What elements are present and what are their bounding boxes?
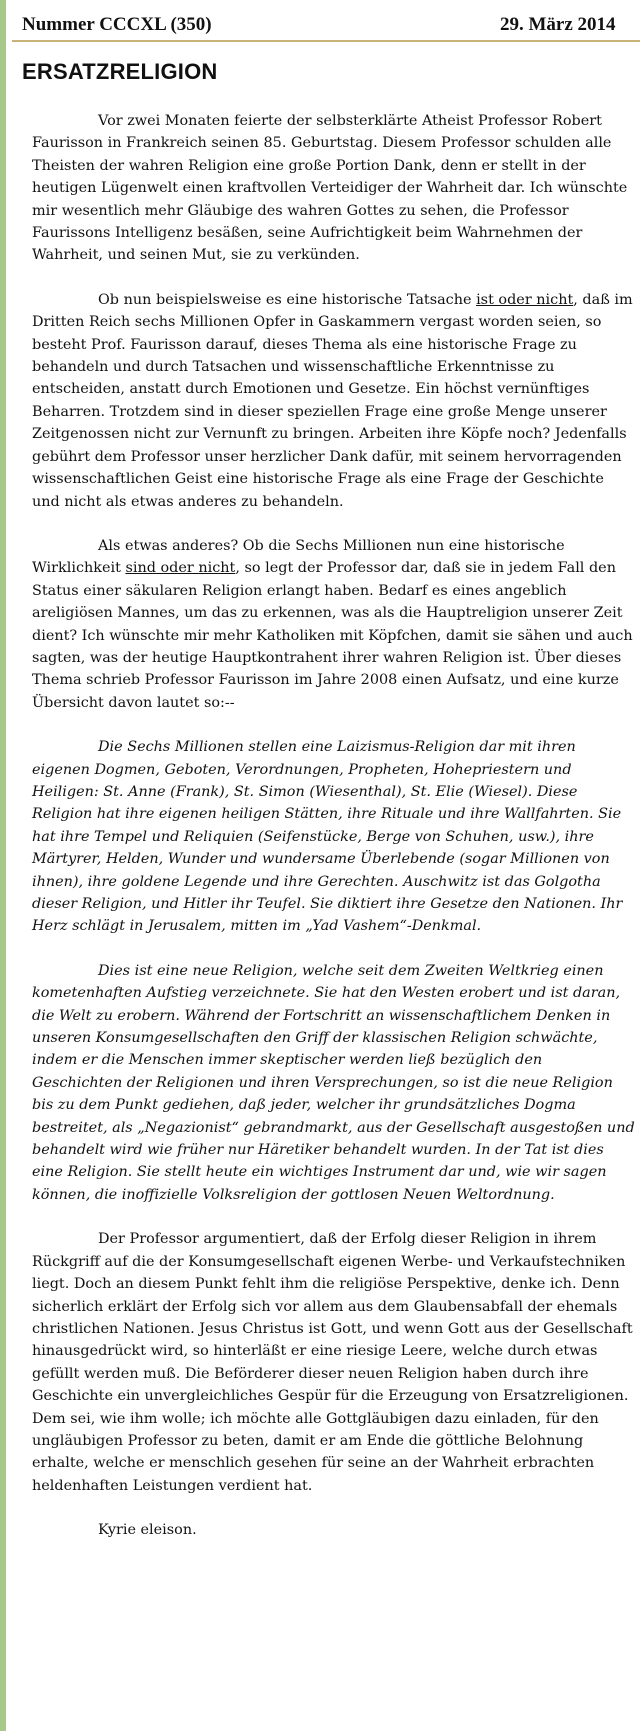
issue-number: Nummer CCCXL (350): [22, 14, 212, 35]
quote-paragraph-1: Die Sechs Millionen stellen eine Laizismus-Religion dar mit ihren eigenen Dogmen, Geboten, Verordnungen, Propheten, Hohepriestern und Heiligen: St. Anne (Frank), St. Simon (Wiesenthal), St. Elie (Wiesel). Diese Religion hat ihre eigenen heiligen Stätten, ihre Rituale und ihre Wallfahrten. Sie hat ihre Tempel und Reliquien (Seifenstücke, Berge von Schuhen, usw.), ihre Märtyrer, Helden, Wunder und wundersame Überlebende (sogar Millionen von ihnen), ihre goldene Legende und ihre Gerechten. Auschwitz ist das Golgotha dieser Religion, und Hitler ihr Teufel. Sie diktiert ihre Gesetze den Nationen. Ihr Herz schlägt in Jerusalem, mitten im „Yad Vashem“-Denkmal.: [32, 739, 623, 935]
underlined-phrase: ist oder nicht: [476, 291, 574, 308]
paragraph-1: Vor zwei Monaten feierte der selbsterklärte Atheist Professor Robert Faurisson in Frankreich seinen 85. Geburtstag. Diesem Professor schulden alle Theisten der wahren Religion eine große Portion Dank, denn er stellt in der heutigen Lügenwelt einen kraftvollen Verteidiger der Wahrheit dar. Ich wünschte mir wesentlich mehr Gläubige des wahren Gottes zu sehen, die Professor Faurissons Intelligenz besäßen, seine Aufrichtigkeit beim Wahrnehmen der Wahrheit, und seinen Mut, sie zu verkünden.: [32, 113, 628, 264]
paragraph-4: Der Professor argumentiert, daß der Erfolg dieser Religion in ihrem Rückgriff auf die der Konsumgesellschaft eigenen Werbe- und Verkaufstechniken liegt. Doch an diesem Punkt fehlt ihm die religiöse Perspektive, denke ich. Denn sicherlich erklärt der Erfolg sich vor allem aus dem Glaubensabfall der ehemals christlichen Nationen. Jesus Christus ist Gott, und wenn Gott aus der Gesellschaft hinausgedrückt wird, so hinterläßt er eine riesige Leere, welche durch etwas gefüllt werden muß. Die Beförderer dieser neuen Religion haben durch ihre Geschichte ein unvergleichliches Gespür für die Erzeugung von Ersatzreligionen. Dem sei, wie ihm wolle; ich möchte alle Gottgläubigen dazu einladen, für den ungläubigen Professor zu beten, damit er am Ende die göttliche Belohnung erhalte, welche er menschlich gesehen für seine an der Wahrheit erbrachten heldenhaften Leistungen verdient hat.: [32, 1231, 633, 1494]
closing-line: Kyrie eleison.: [98, 1522, 197, 1539]
issue-date: 29. März 2014: [500, 14, 616, 35]
underlined-phrase: sind oder nicht: [125, 560, 236, 577]
paragraph-2-part-a: Ob nun beispielsweise es eine historische Tatsache: [98, 291, 477, 308]
newsletter-header: [16, 10, 640, 36]
paragraph-2: [32, 289, 636, 513]
paragraph-2-part-b: , daß im Dritten Reich sechs Millionen Opfer in Gaskammern vergast worden seien, so besteht Prof. Faurisson darauf, dieses Thema als eine historische Frage zu behandeln und durch Tatsachen und wissenschaftliche Erkenntnisse zu entscheiden, anstatt durch Emotionen und Gesetze. Ein höchst vernünftiges Beharren. Trotzdem sind in dieser speziellen Frage eine große Menge unserer Zeitgenossen nicht zur Vernunft zu bringen. Arbeiten ihre Köpfe noch? Jedenfalls gebührt dem Professor unser herzlicher Dank dafür, mit seinem hervorragenden wissenschaftlichen Geist eine historische Frage als eine Frage der Geschichte und nicht als etwas anderes zu behandeln.: [32, 291, 633, 510]
quote-paragraph-2: Dies ist eine neue Religion, welche seit dem Zweiten Weltkrieg einen kometenhaften Aufstieg verzeichnete. Sie hat den Westen erobert und ist daran, die Welt zu erobern. Während der Fortschritt an wissenschaftlichem Denken in unseren Konsumgesellschaften den Griff der klassischen Religion schwächte, indem er die Menschen immer skeptischer werden ließ bezüglich den Geschichten der Religionen und ihren Versprechungen, so ist die neue Religion bis zu dem Punkt gediehen, daß jeder, welcher ihr grundsätzliches Dogma bestreitet, als „Negazionist“ gebrandmarkt, aus der Gesellschaft ausgestoßen und behandelt wird wie früher nur Häretiker behandelt wurden. In der Tat ist dies eine Religion. Sie stellt heute ein wichtiges Instrument dar und, wie wir sagen können, die inoffizielle Volksreligion der gottlosen Neuen Weltordnung.: [32, 962, 635, 1203]
paragraph-3-part-a: Als etwas anderes? Ob die Sechs Millionen nun eine historische Wirklichkeit: [32, 537, 565, 577]
paragraph-3-part-b: , so legt der Professor dar, daß sie in jedem Fall den Status einer säkularen Religion erlangt haben. Bedarf es eines angeblich areligiösen Mannes, um das zu erkennen, was als die Hauptreligion unserer Zeit dient? Ich wünschte mir mehr Katholiken mit Köpfchen, damit sie sähen und auch sagten, was der heutige Hauptkontrahent ihrer wahren Religion ist. Über dieses Thema schrieb Professor Faurisson im Jahre 2008 einen Aufsatz, und eine kurze Übersicht davon lautet so:--: [32, 560, 633, 711]
header-divider: [12, 40, 640, 42]
paragraph-3: [32, 535, 636, 714]
article-body: [32, 110, 636, 1564]
article-title: ERSATZRELIGION: [22, 59, 218, 84]
